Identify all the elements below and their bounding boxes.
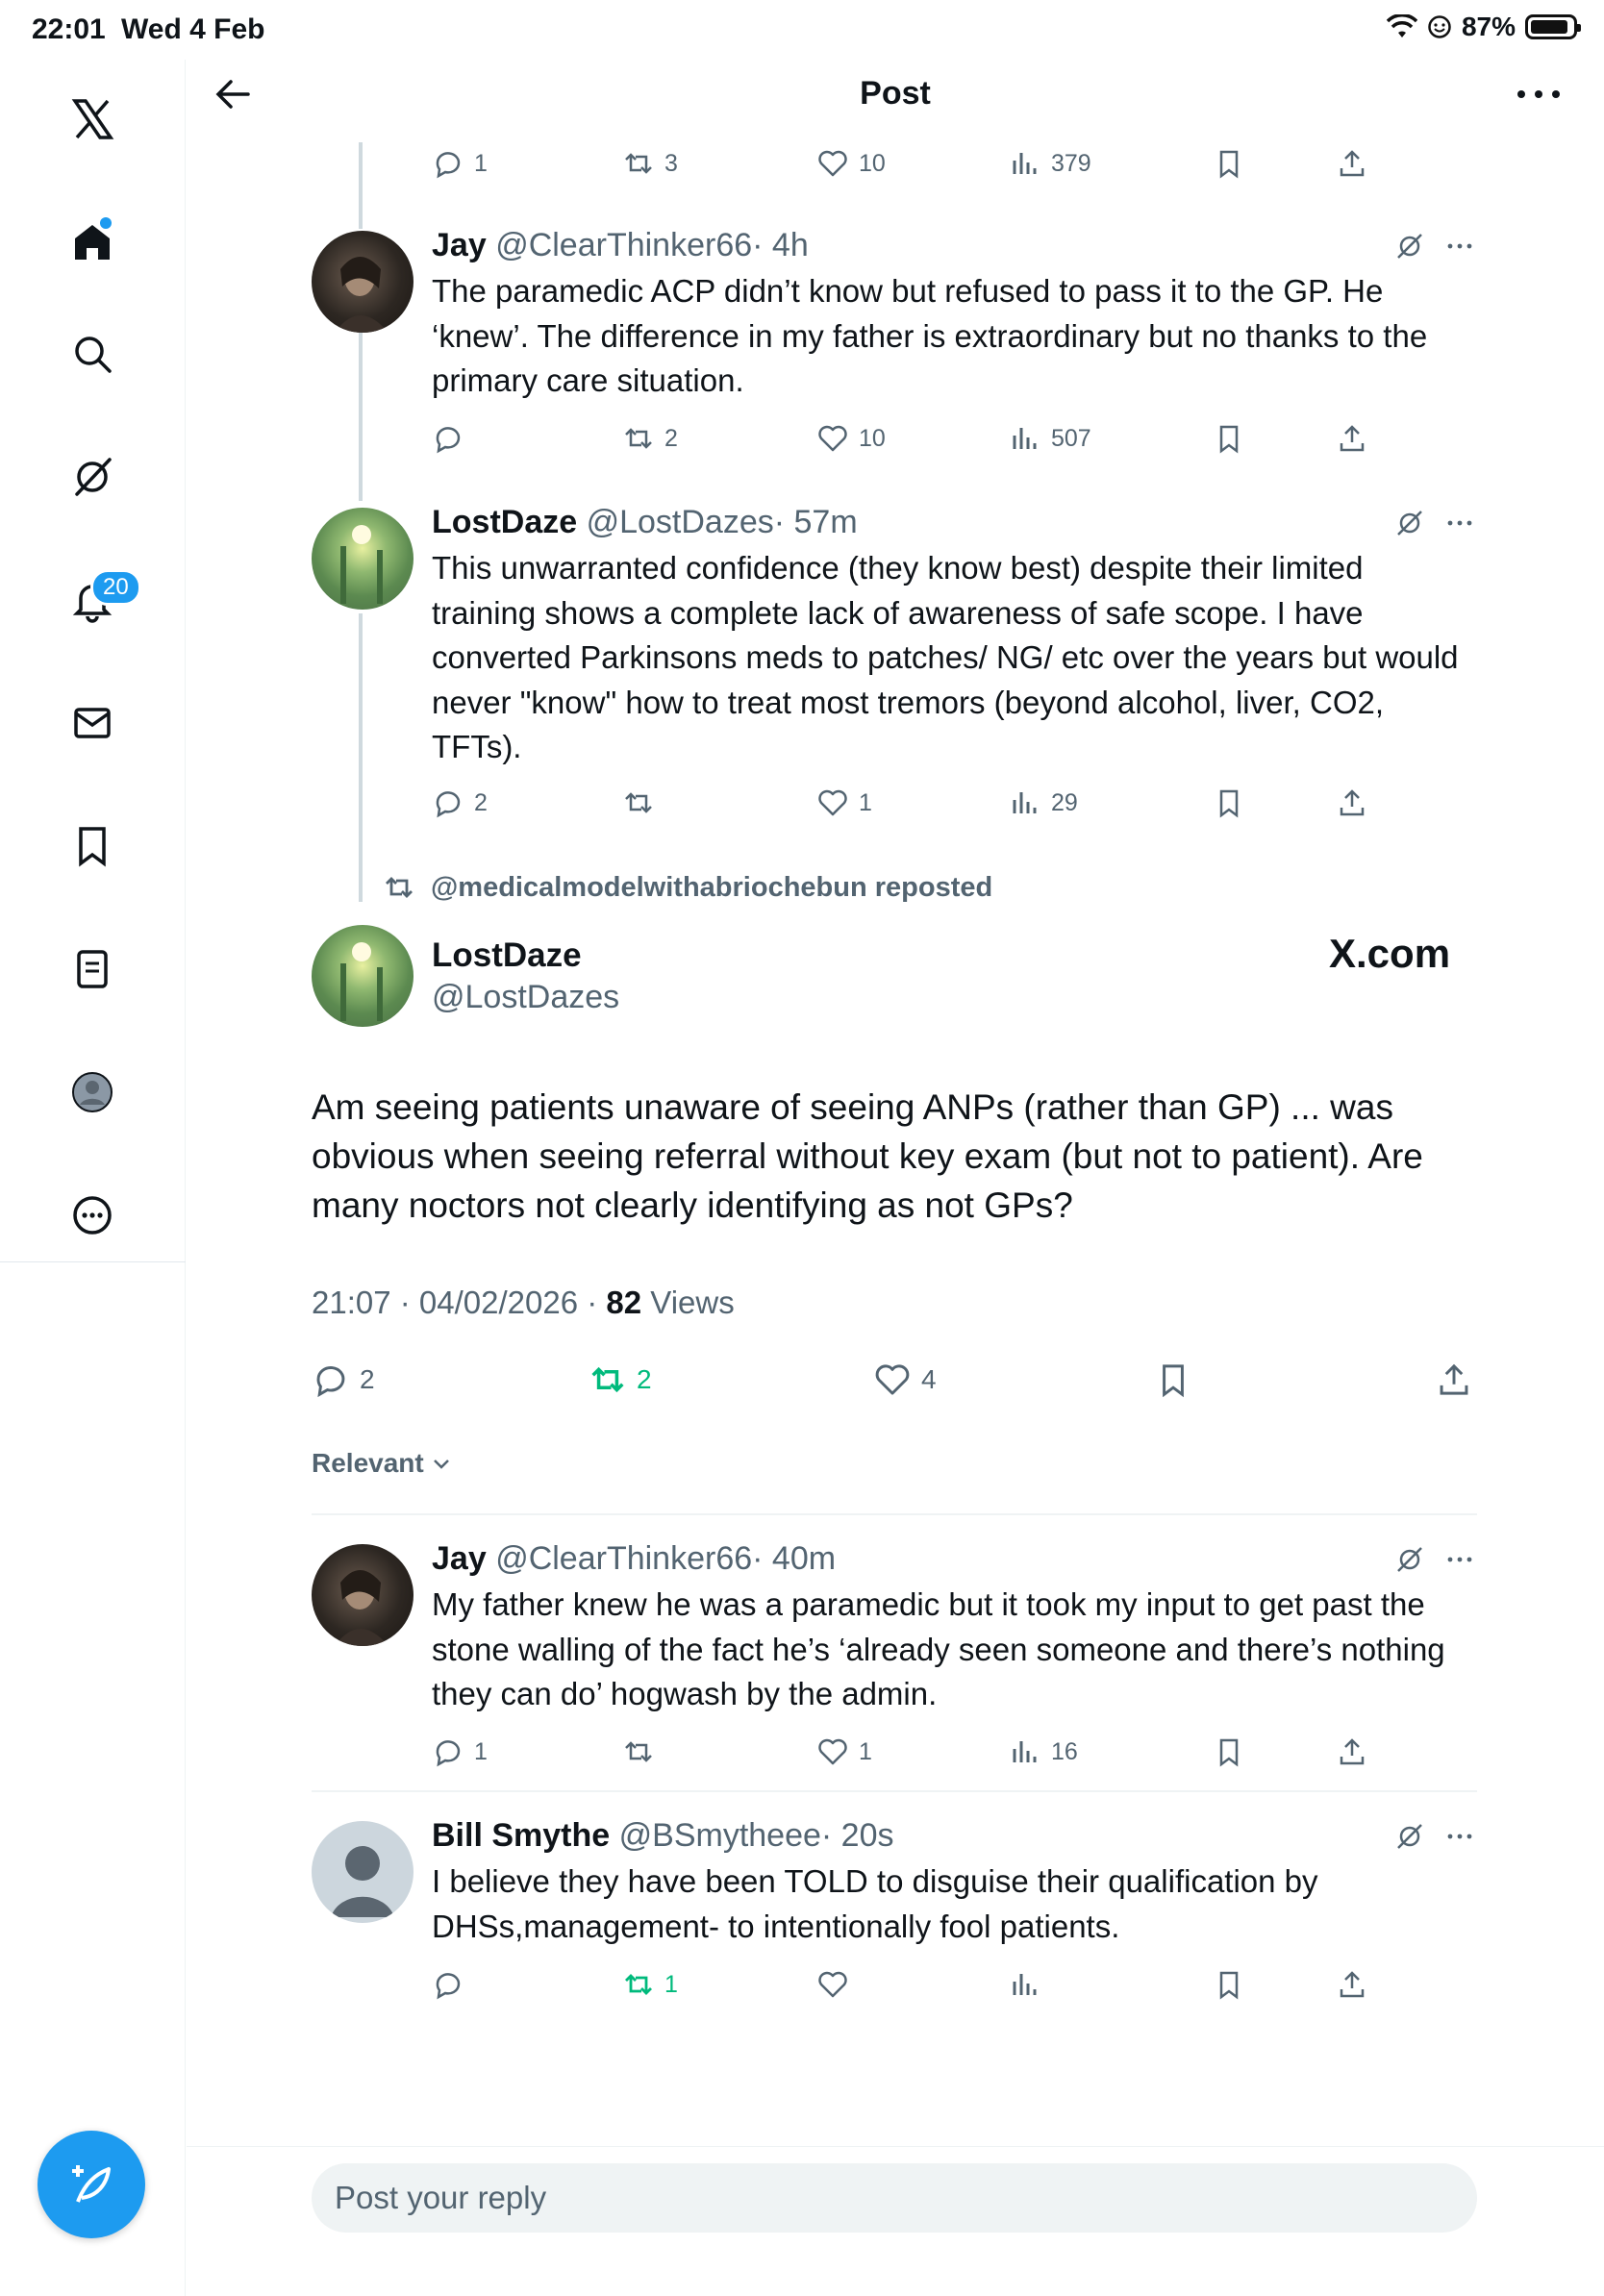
action-bar bbox=[432, 417, 1384, 460]
like-button[interactable] bbox=[816, 1963, 859, 2006]
post-text: My father knew he was a paramedic but it took my input to get past the stone walling of the fact he’s ‘already seen someone and there’s nothing they can do’ hogwash by the admin. bbox=[432, 1586, 1445, 1711]
notifications-badge: 20 bbox=[90, 569, 141, 606]
bookmark-button[interactable] bbox=[1213, 142, 1245, 185]
divider bbox=[312, 1790, 1477, 1792]
grok-icon[interactable] bbox=[1394, 1544, 1425, 1575]
status-bar bbox=[0, 0, 1604, 60]
repost-count: 2 bbox=[637, 1364, 652, 1394]
reply-icon bbox=[432, 422, 464, 455]
analytics-icon bbox=[1009, 422, 1041, 455]
heart-icon bbox=[816, 786, 849, 819]
search-icon[interactable] bbox=[54, 315, 131, 392]
bookmark-button[interactable] bbox=[1213, 417, 1245, 460]
more-options-icon[interactable] bbox=[1444, 1821, 1475, 1852]
repost-icon bbox=[622, 1968, 655, 2001]
reply-button[interactable] bbox=[432, 1731, 488, 1773]
views-count: 29 bbox=[1051, 788, 1078, 816]
share-icon bbox=[1336, 1735, 1368, 1768]
timestamp-text: 21:07 · 04/02/2026 · bbox=[312, 1285, 607, 1320]
views-button[interactable] bbox=[1009, 142, 1091, 185]
avatar[interactable] bbox=[312, 231, 414, 333]
author-handle[interactable]: @LostDazes bbox=[586, 504, 774, 540]
action-bar bbox=[432, 1731, 1384, 1773]
analytics-icon bbox=[1009, 1735, 1041, 1768]
reply-count: 1 bbox=[474, 149, 488, 177]
like-button[interactable] bbox=[816, 142, 886, 185]
more-options-icon[interactable] bbox=[1444, 1544, 1475, 1575]
reply-icon bbox=[432, 147, 464, 180]
like-count: 10 bbox=[859, 424, 886, 452]
main-post-author-name[interactable]: LostDaze bbox=[432, 936, 582, 974]
status-right bbox=[1387, 12, 1577, 42]
bookmark-button[interactable] bbox=[1213, 782, 1245, 824]
post-text: The paramedic ACP didn’t know but refused to pass it to the GP. He ‘knew’. The difference in my father is extraordinary but no thanks to the primary care situation. bbox=[432, 273, 1428, 398]
post-time: · 20s bbox=[820, 1817, 894, 1854]
bookmark-icon bbox=[1154, 1360, 1192, 1399]
profile-avatar-icon[interactable] bbox=[54, 1054, 131, 1131]
repost-icon bbox=[622, 147, 655, 180]
repost-icon bbox=[622, 1735, 655, 1768]
author-name[interactable]: Jay bbox=[432, 227, 487, 263]
post-top-actions bbox=[1394, 1821, 1475, 1852]
repost-button[interactable] bbox=[622, 782, 664, 824]
bookmark-button[interactable] bbox=[1154, 1356, 1192, 1404]
repost-button[interactable] bbox=[622, 1963, 678, 2006]
source-logo: X.com bbox=[1329, 931, 1451, 976]
bookmark-button[interactable] bbox=[1213, 1963, 1245, 2006]
action-bar bbox=[432, 142, 1384, 185]
post-top-actions bbox=[1394, 508, 1475, 538]
repost-button[interactable] bbox=[622, 417, 678, 460]
bookmark-icon bbox=[1213, 422, 1245, 455]
reposted-by-label[interactable] bbox=[383, 871, 992, 904]
thread-line bbox=[359, 333, 363, 501]
author-name[interactable]: LostDaze bbox=[432, 504, 578, 540]
repost-icon bbox=[383, 871, 415, 904]
share-icon bbox=[1336, 786, 1368, 819]
default-avatar-icon bbox=[312, 1821, 414, 1923]
home-icon[interactable] bbox=[54, 204, 131, 281]
reply-post[interactable] bbox=[432, 225, 1475, 404]
home-unread-dot bbox=[100, 217, 112, 229]
status-date: Wed 4 Feb bbox=[121, 13, 265, 45]
divider bbox=[312, 1513, 1477, 1515]
reply-post[interactable] bbox=[432, 1538, 1475, 1717]
avatar[interactable] bbox=[312, 508, 414, 610]
like-count: 4 bbox=[921, 1364, 937, 1394]
share-icon bbox=[1336, 147, 1368, 180]
lists-icon[interactable] bbox=[54, 931, 131, 1008]
compose-feather-icon bbox=[64, 2158, 118, 2211]
repost-button[interactable] bbox=[622, 1731, 664, 1773]
reply-button[interactable] bbox=[432, 782, 488, 824]
share-icon bbox=[1435, 1360, 1473, 1399]
avatar[interactable] bbox=[312, 1544, 414, 1646]
chevron-down-icon bbox=[430, 1452, 453, 1475]
repost-icon bbox=[622, 422, 655, 455]
author-handle[interactable]: @ClearThinker66 bbox=[495, 227, 753, 263]
share-button[interactable] bbox=[1336, 782, 1368, 824]
like-count: 1 bbox=[859, 1737, 872, 1765]
post-text: I believe they have been TOLD to disguise their qualification by DHSs,management- to intentionally fool patients. bbox=[432, 1863, 1318, 1944]
post-top-actions bbox=[1394, 231, 1475, 262]
repost-count: 3 bbox=[664, 149, 678, 177]
post-time: · 4h bbox=[752, 227, 809, 263]
views-button[interactable] bbox=[1009, 1963, 1051, 2006]
reply-button[interactable] bbox=[432, 417, 474, 460]
repost-count: 1 bbox=[664, 1970, 678, 1998]
avatar[interactable] bbox=[312, 1821, 414, 1923]
repost-button[interactable] bbox=[622, 142, 678, 185]
reply-post[interactable] bbox=[432, 1815, 1475, 1949]
share-button[interactable] bbox=[1336, 417, 1368, 460]
repost-icon bbox=[622, 786, 655, 819]
main-post-action-bar bbox=[312, 1356, 1475, 1404]
reply-icon bbox=[432, 786, 464, 819]
repost-button[interactable] bbox=[589, 1356, 652, 1404]
share-icon bbox=[1336, 422, 1368, 455]
bookmark-icon bbox=[1213, 1968, 1245, 2001]
heart-icon bbox=[816, 1735, 849, 1768]
action-bar bbox=[432, 1963, 1384, 2006]
post-text: This unwarranted confidence (they know best) despite their limited training shows a complete lack of awareness of safe scope. I have converted Parkinsons meds to patches/ NG/ etc over the years but would never "know" how to treat most tremors (beyond alcohol, liver, CO2, TFTs). bbox=[432, 550, 1459, 764]
composer-divider bbox=[187, 2146, 1604, 2147]
post-time: · 57m bbox=[773, 504, 858, 540]
sidebar-divider bbox=[0, 1261, 186, 1262]
x-logo-icon[interactable] bbox=[54, 81, 131, 158]
reply-count: 2 bbox=[360, 1364, 375, 1394]
battery-icon bbox=[1525, 14, 1577, 39]
like-button[interactable] bbox=[816, 417, 886, 460]
reply-post[interactable] bbox=[432, 502, 1475, 770]
heart-icon bbox=[873, 1360, 912, 1399]
heart-icon bbox=[816, 422, 849, 455]
views-button[interactable] bbox=[1009, 782, 1078, 824]
post-meta bbox=[432, 502, 1475, 542]
heart-icon bbox=[816, 147, 849, 180]
post-time: · 40m bbox=[752, 1540, 837, 1577]
share-button[interactable] bbox=[1336, 1963, 1368, 2006]
bookmark-icon bbox=[1213, 1735, 1245, 1768]
grok-icon[interactable] bbox=[1394, 1821, 1425, 1852]
views-count[interactable]: 82 bbox=[606, 1285, 642, 1320]
heart-icon bbox=[816, 1968, 849, 2001]
like-button[interactable] bbox=[816, 1731, 872, 1773]
views-count: 16 bbox=[1051, 1737, 1078, 1765]
main-post-text: Am seeing patients unaware of seeing ANPs (rather than GP) ... was obvious when seeing referral without key exam (but not to patient). Are many noctors not clearly identifying as not GPs? bbox=[312, 1087, 1423, 1225]
sidebar bbox=[0, 60, 186, 2296]
views-button[interactable] bbox=[1009, 1731, 1078, 1773]
bookmark-icon bbox=[1213, 147, 1245, 180]
notifications-icon[interactable] bbox=[54, 562, 131, 638]
compose-post-button[interactable] bbox=[38, 2131, 145, 2238]
thread-line bbox=[359, 613, 363, 902]
post-meta bbox=[432, 225, 1475, 265]
like-button[interactable] bbox=[816, 782, 872, 824]
status-time: 22:01 bbox=[32, 13, 106, 45]
share-button[interactable] bbox=[1336, 142, 1368, 185]
reply-count: 2 bbox=[474, 788, 488, 816]
bookmarks-icon[interactable] bbox=[54, 808, 131, 885]
sort-label: Relevant bbox=[312, 1448, 424, 1478]
views-label: Views bbox=[641, 1285, 735, 1320]
reply-button[interactable] bbox=[432, 1963, 474, 2006]
thread-line bbox=[359, 142, 363, 229]
reply-icon bbox=[312, 1360, 350, 1399]
grok-icon[interactable] bbox=[1394, 231, 1425, 262]
action-bar bbox=[432, 782, 1384, 824]
author-name[interactable]: Bill Smythe bbox=[432, 1817, 611, 1854]
like-count: 10 bbox=[859, 149, 886, 177]
reply-button[interactable] bbox=[312, 1356, 375, 1404]
bookmark-button[interactable] bbox=[1213, 1731, 1245, 1773]
reply-button[interactable] bbox=[432, 142, 488, 185]
reply-icon bbox=[432, 1735, 464, 1768]
author-name[interactable]: Jay bbox=[432, 1540, 487, 1577]
focus-mode-icon bbox=[1427, 14, 1452, 39]
more-options-icon[interactable] bbox=[1444, 231, 1475, 262]
post-top-actions bbox=[1394, 1544, 1475, 1575]
views-count: 507 bbox=[1051, 424, 1091, 452]
sort-replies-dropdown[interactable] bbox=[312, 1448, 453, 1479]
reply-input[interactable] bbox=[312, 2163, 1477, 2233]
reply-count: 1 bbox=[474, 1737, 488, 1765]
grok-icon[interactable] bbox=[1394, 508, 1425, 538]
share-icon bbox=[1336, 1968, 1368, 2001]
main-post-timestamp bbox=[312, 1285, 735, 1321]
author-handle[interactable]: @BSmytheee bbox=[618, 1817, 821, 1854]
post-meta bbox=[432, 1538, 1475, 1579]
page-title: Post bbox=[860, 75, 931, 112]
share-button[interactable] bbox=[1435, 1356, 1473, 1404]
reply-icon bbox=[432, 1968, 464, 2001]
author-handle[interactable]: @ClearThinker66 bbox=[495, 1540, 753, 1577]
like-count: 1 bbox=[859, 788, 872, 816]
share-button[interactable] bbox=[1336, 1731, 1368, 1773]
more-options-icon[interactable] bbox=[54, 1177, 131, 1254]
grok-icon[interactable] bbox=[54, 438, 131, 515]
messages-icon[interactable] bbox=[54, 685, 131, 761]
views-count: 379 bbox=[1051, 149, 1091, 177]
more-options-icon[interactable] bbox=[1444, 508, 1475, 538]
more-options-icon[interactable] bbox=[1512, 77, 1566, 112]
wifi-icon bbox=[1387, 14, 1417, 39]
post-header bbox=[187, 60, 1604, 127]
bookmark-icon bbox=[1213, 786, 1245, 819]
analytics-icon bbox=[1009, 1968, 1041, 2001]
reply-composer[interactable] bbox=[312, 2163, 1477, 2233]
main-post-author-handle[interactable]: @LostDazes bbox=[432, 979, 620, 1015]
post-meta bbox=[432, 1815, 1475, 1856]
analytics-icon bbox=[1009, 786, 1041, 819]
views-button[interactable] bbox=[1009, 417, 1091, 460]
main-post-avatar[interactable] bbox=[312, 925, 414, 1027]
battery-percent: 87% bbox=[1461, 12, 1516, 41]
repost-count: 2 bbox=[664, 424, 678, 452]
like-button[interactable] bbox=[873, 1356, 937, 1404]
repost-icon bbox=[589, 1360, 627, 1399]
analytics-icon bbox=[1009, 147, 1041, 180]
reposted-by-text: @medicalmodelwithabriochebun reposted bbox=[431, 871, 993, 903]
